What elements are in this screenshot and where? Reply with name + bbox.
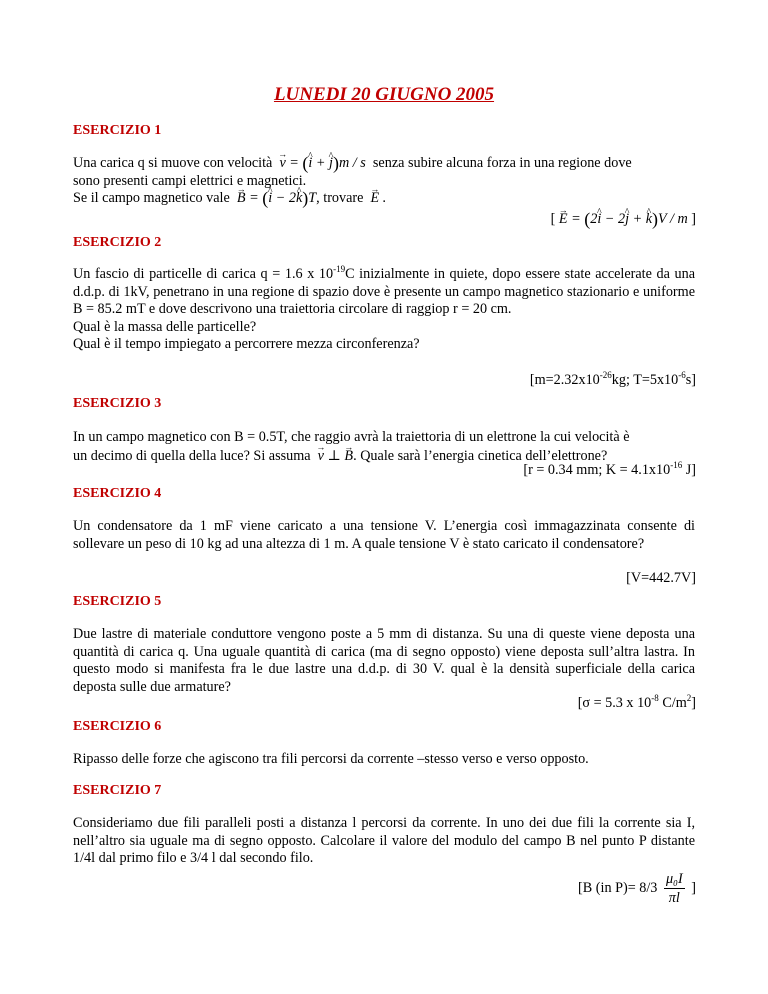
- page-title: LUNEDI 20 GIUGNO 2005: [273, 84, 495, 105]
- perpendicular-formula: → v ⊥ → B: [314, 448, 353, 464]
- magnetic-field-formula: → B = (^ i − 2^ k)T: [233, 190, 316, 206]
- exercise-1-line2: sono presenti campi elettrici e magnetici.: [73, 172, 307, 189]
- exercise-5-answer: [σ = 5.3 x $10^{-8}$ $C/m^2$]: [577, 693, 696, 711]
- exercise-2-heading: ESERCIZIO 2: [73, 235, 162, 250]
- exercise-5-heading: ESERCIZIO 5: [73, 594, 162, 609]
- exercise-2-question-2: Qual è il tempo impiegato a percorrere mezza circonferenza?: [73, 336, 420, 352]
- exercise-7-heading: ESERCIZIO 7: [73, 783, 162, 798]
- exercise-1-line3a: Se il campo magnetico vale: [73, 190, 230, 206]
- exercise-6-text: Ripasso delle forze che agiscono tra fili percorsi da corrente –stesso verso e verso opposto.: [73, 751, 589, 767]
- exercise-2-text: Un fascio di particelle di carica q = 1.6 x $10^{-19}C$ inizialmente in quiete, dopo essere state accelerate da una d.d.p. di 1kV, penetrano in una regione di spazio dove è presente un campo magnetico stazionario e uniforme B = 85.2 mT e dove descrivono una traiettoria circolare di raggiop r = 20 cm. Qual è la massa delle particelle? Qual è il tempo impiegato a percorrere mezza circonferenza?: [73, 264, 695, 352]
- exercise-4-heading: ESERCIZIO 4: [73, 486, 162, 501]
- exercise-6-heading: ESERCIZIO 6: [73, 719, 162, 734]
- exercise-1-text: [73, 155, 695, 208]
- exercise-1-line3b: , trovare: [316, 190, 364, 206]
- velocity-formula: → v = (^ i + ^ j)m / s: [276, 155, 369, 171]
- exercise-1-answer: [ → E = (2^ i − 2^ j + ^ k)V / m ]: [551, 211, 696, 228]
- exercise-2-question-1: Qual è la massa delle particelle?: [73, 318, 257, 335]
- exercise-7-answer: [B (in P)= 8/3 $\frac{\text{μ₀I}}{\pi l}$ ]: [578, 871, 696, 906]
- exercise-5-text: Due lastre di materiale conduttore vengono poste a 5 mm di distanza. Su una di queste viene deposta una quantità di carica q. Una uguale quantità di carica (ma di segno opposto) viene deposta sull’altra lastra. In questo modo si manifesta fra le due lastre una d.d.p. di 30 V. qual è la densità superficiale della carica deposta sulle due armature?: [73, 626, 695, 695]
- field-fraction: $\frac{\text{μ₀I}}{\pi l}$: [665, 871, 683, 906]
- exercise-4-answer: [V=442.7V]: [626, 570, 696, 586]
- exercise-1-heading: ESERCIZIO 1: [73, 123, 162, 138]
- exercise-3-answer: [r = 0.34 mm; $K = 4.1x10^{-16}$ J]: [523, 460, 696, 478]
- electric-field-symbol: → E .: [367, 190, 386, 206]
- electric-field-answer: → E = (2^ i − 2^ j + ^ k)V / m: [559, 211, 688, 227]
- exercise-2-answer: [$m=2.32x10^{-26}kg$; $T=5x10^{-6}s$]: [529, 370, 696, 388]
- exercise-1-line1a: Una carica q si muove con velocità: [73, 155, 273, 171]
- exercise-4-text: Un condensatore da 1 mF viene caricato a una tensione V. L’energia così immagazzinata consente di sollevare un peso di 10 kg ad una altezza di 1 m. A quale tensione V è stato caricato il condensatore?: [73, 518, 695, 552]
- exercise-3-text: In un campo magnetico con B = 0.5T, che raggio avrà la traiettoria di un elettrone la cui velocità è un decimo di quella della luce? Si assuma → v ⊥ → B. Quale sarà l’energia cinetica dell’elettrone?: [73, 428, 695, 466]
- exercise-7-text: Consideriamo due fili paralleli posti a distanza l percorsi da corrente. In uno dei due fili la corrente sia I, nell’altro sia uguale ma di segno opposto. Calcolare il valore del modulo del campo B nel punto P distante 1/4l dal primo filo e 3/4 l dal secondo filo.: [73, 815, 695, 866]
- exercise-3-heading: ESERCIZIO 3: [73, 396, 162, 411]
- exercise-1-line1b: senza subire alcuna forza in una regione dove: [372, 155, 632, 171]
